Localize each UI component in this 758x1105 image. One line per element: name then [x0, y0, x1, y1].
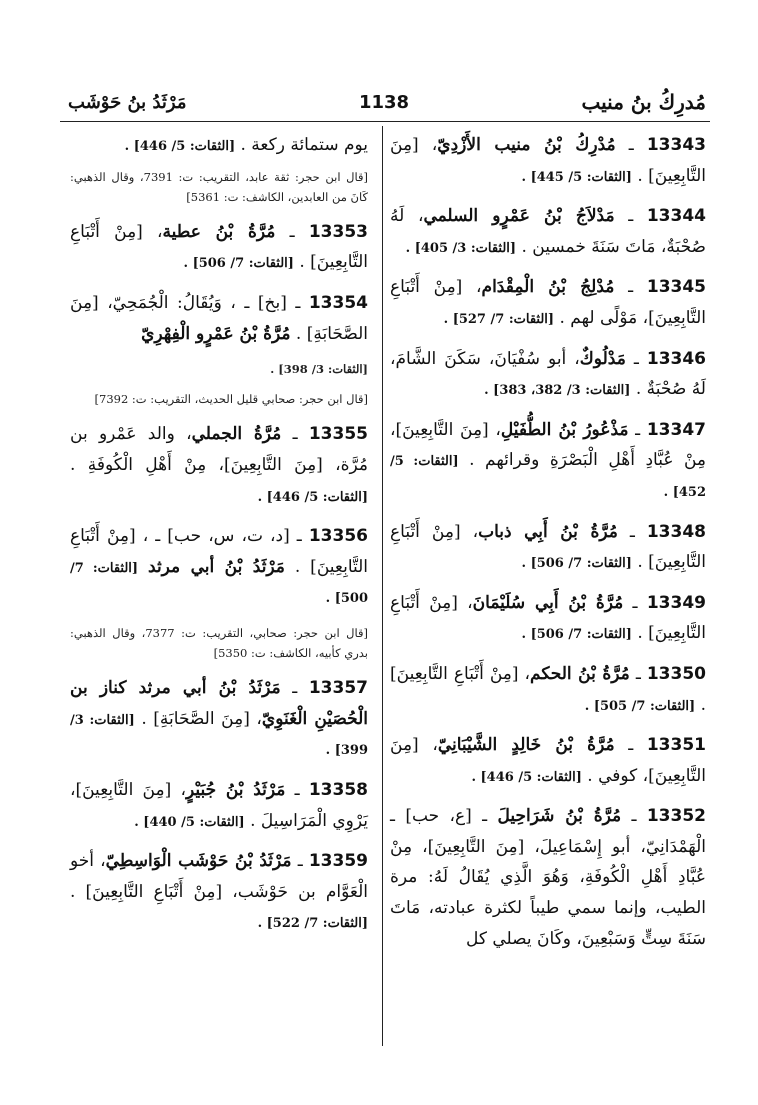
entry: 13350 ـ مُرَّةُ بْنُ الحكم، [مِنْ أَتْبَاعِ التَّابِعِينَ] . [الثقات: 7/ 505] .	[390, 663, 706, 715]
entry-number: 13356	[308, 526, 368, 547]
entry-ref: [الثقات: 7/ 506] .	[521, 556, 632, 572]
entry-name: مَرْثَدُ بْنُ حَوْشَب الْوَاسِطِيّ	[105, 851, 292, 872]
entry-text: ـ [بخ] ـ ، وَيُقَالُ: الْجُمَحِيّ، [مِنَ الصَّحَابَةِ] .	[70, 293, 368, 344]
entry-text: ، [مِنْ أَتْبَاعِ التَّابِعِينَ] .	[390, 663, 706, 715]
entry-ref: [الثقات: 7/ 527] .	[443, 311, 555, 327]
entry-number: 13349	[646, 592, 706, 613]
entry: 13353 ـ مُرَّةُ بْنُ عطية، [مِنْ أَتْبَاعِ التَّابِعِينَ] . [الثقات: 7/ 506] .	[70, 221, 368, 273]
entry-number: 13348	[646, 521, 706, 542]
entry: 13351 ـ مُرَّةُ بْنُ خَالِدٍ الشَّيْبَانِيّ، [مِنَ التَّابِعِينَ]، كوفي . [الثقات: 5/ 446] .	[390, 735, 706, 786]
page-header	[68, 82, 706, 122]
entry-number: 13357	[308, 678, 368, 699]
entry-ref: [الثقات: 5/ 446] .	[471, 769, 582, 785]
entry-number: 13358	[308, 780, 368, 801]
entry-text: ـ [د، ت، س، حب] ـ ، [مِنْ أَتْبَاعِ التَّابِعِينَ] .	[70, 526, 369, 577]
footnote: [قال ابن حجر: صحابي قليل الحديث، التقريب: ت: 7392]	[94, 392, 368, 407]
footnote: [قال ابن حجر: ثقة عابد، التقريب: ت: 7391، وقال الذهبي: كَانَ من العابدين، الكاشف: ت: 5361]	[70, 169, 368, 204]
entry-name: مُرَّةُ بْنُ عطية	[162, 221, 276, 242]
left-column	[70, 130, 368, 948]
entry-text: ، والد عَمْرو بن مُرَّة، [مِنَ التَّابِعِينَ]، مِنْ أَهْلِ الْكُوفَةِ .	[70, 424, 368, 476]
running-head-right: مُدرِكُ بنُ منيب	[581, 90, 706, 114]
column-divider	[382, 126, 383, 1046]
entry-ref: [الثقات: 5/ 446] .	[257, 489, 368, 505]
entry: 13358 ـ مَرْثَدُ بْنُ جُبَيْرٍ، [مِنَ التَّابِعِينَ]، يَرْوِي الْمَرَاسِيلَ . [الثقات: 5/ 440] .	[70, 780, 368, 831]
entry-name: مُرَّةُ بْنُ خَالِدٍ الشَّيْبَانِيّ	[437, 735, 615, 756]
continuation-text: يوم ستمائة ركعة . [الثقات: 5/ 446] .	[124, 135, 368, 155]
entry-text: ، [مِنَ التَّابِعِينَ]، مِنْ عُبَّادِ أَهْلِ الْبَصْرَةِ وقرائهم .	[390, 419, 707, 471]
entry-ref: [الثقات: 7/ 500] .	[70, 560, 368, 607]
page-number: 1138	[358, 91, 410, 113]
header-rule	[60, 121, 710, 122]
entry-number: 13354	[308, 293, 368, 314]
entry-number: 13355	[308, 424, 368, 445]
entry: 13349 ـ مُرَّةُ بْنُ أَبِي سُلَيْمَانَ، [مِنْ أَتْبَاعِ التَّابِعِينَ] . [الثقات: 7/ 506] .	[390, 592, 706, 644]
entry-ref: [الثقات: 3/ 405] .	[405, 240, 517, 256]
entry-ref: [الثقات: 3/ 399] .	[70, 712, 368, 759]
entry-ref: [الثقات: 7/ 522] .	[257, 916, 368, 932]
entry-text: ، [مِنَ التَّابِعِينَ]، كوفي .	[390, 735, 706, 786]
entry	[70, 288, 368, 349]
entry-name: مُدْلِجُ بْنُ الْمِقْدَام	[481, 277, 615, 298]
entry-number: 13344	[646, 206, 706, 227]
entry-name: مُرَّةُ بْنُ الحكم	[530, 663, 630, 684]
entry-ref: [الثقات: 7/ 506] .	[183, 256, 294, 272]
entry-number: 13343	[646, 135, 706, 155]
continuation-ref: [الثقات: 5/ 446] .	[124, 139, 236, 154]
entry-text: ، [مِنْ أَتْبَاعِ التَّابِعِينَ] .	[390, 592, 706, 644]
entry: 13348 ـ مُرَّةُ بْنُ أَبِي ذباب، [مِنْ أَتْبَاعِ التَّابِعِينَ] . [الثقات: 7/ 506] .	[390, 521, 706, 573]
entry-text: ، لَهُ صُحْبَةٌ، مَاتَ سَنَةَ خمسين .	[390, 206, 706, 257]
entry-name: مُرَّةُ بْنُ أَبِي سُلَيْمَانَ	[472, 592, 624, 613]
entry-number: 13351	[646, 735, 706, 756]
entry-text: ، [مِنْ أَتْبَاعِ التَّابِعِينَ] .	[390, 521, 706, 573]
entry-number: 13350	[646, 663, 706, 684]
footnote: [قال ابن حجر: صحابي، التقريب: ت: 7377، وقال الذهبي: بدري كأبيه، الكاشف: ت: 5350]	[70, 626, 368, 661]
entry-name: مَرْثَدُ بْنُ أبي مرثد كناز بن الْحُصَيْنِ الْغَنَوِيّ	[70, 678, 369, 729]
entry-ref: [الثقات: 5/ 440] .	[134, 814, 245, 830]
entry-name: مَدْلاَجُ بْنُ عَمْرٍو السلمي	[423, 206, 615, 227]
entry-ref: [الثقات: 3/ 398] .	[270, 362, 368, 377]
entry: 13359 ـ مَرْثَدُ بْنُ حَوْشَب الْوَاسِطِيّ، أخو الْعَوَّام بن حَوْشَب، [مِنْ أَتْبَاعِ التَّابِعِينَ] . [الثقات: 7/ 522] .	[70, 851, 368, 932]
entry-ref: [الثقات: 7/ 505] .	[584, 698, 696, 714]
entry-number: 13345	[646, 277, 707, 298]
entry-number: 13353	[308, 221, 368, 242]
entry-text: ، [مِنْ أَتْبَاعِ التَّابِعِينَ]، مَوْلًى لهم .	[390, 277, 706, 328]
entry-ref: [الثقات: 7/ 506] .	[521, 627, 632, 643]
entry: 13352 ـ مُرَّةُ بْنُ شَرَاحِيلَ ـ [ع، حب] ـ الْهَمْدَانِيّ، أبو إِسْمَاعِيلَ، [مِنَ التَّابِعِينَ]، مِنْ عُبَّادِ أَهْلِ الْكُوفَةِ، وَهُوَ الَّذِي يُقَالُ لَهُ: مرة الطيب، وإنما سمي طيباً لكثرة عبادته، مَاتَ سَنَةَ سِتٍّ وَسَبْعِينَ، وكَانَ يصلي كل	[390, 806, 706, 949]
entry-name: مَذْعُورُ بْنُ الطُّفَيْلِ	[500, 419, 629, 440]
entry-name: مَرْثَدُ بْنُ جُبَيْرٍ	[185, 780, 286, 801]
entry: 13355 ـ مُرَّةُ الجملي، والد عَمْرو بن مُرَّة، [مِنَ التَّابِعِينَ]، مِنْ أَهْلِ الْكُوفَةِ . [الثقات: 5/ 446] .	[70, 424, 368, 505]
entry	[70, 521, 368, 613]
entry-number: 13347	[646, 419, 706, 440]
entry: 13343 ـ مُدْرِكُ بْنُ منيب الأَزْدِيّ، [مِنَ التَّابِعِينَ] . [الثقات: 5/ 445] .	[390, 135, 706, 186]
entry-text: ، [مِنَ التَّابِعِينَ]، يَرْوِي الْمَرَاسِيلَ .	[70, 780, 368, 831]
entry: 13344 ـ مَدْلاَجُ بْنُ عَمْرٍو السلمي، لَهُ صُحْبَةٌ، مَاتَ سَنَةَ خمسين . [الثقات: 3/ 405] .	[390, 206, 706, 257]
entry-ref: [الثقات: 3/ 382، 383] .	[484, 383, 631, 399]
entry: 13345 ـ مُدْلِجُ بْنُ الْمِقْدَام، [مِنْ أَتْبَاعِ التَّابِعِينَ]، مَوْلًى لهم . [الثقات: 7/ 527] .	[390, 277, 707, 328]
entry-text: ، أبو سُفْيَانَ، سَكَنَ الشَّامَ، لَهُ صُحْبَةٌ .	[390, 348, 706, 400]
entry-text: ـ [ع، حب] ـ الْهَمْدَانِيّ، أبو إِسْمَاعِيلَ، [مِنَ التَّابِعِينَ]، مِنْ عُبَّادِ أَهْلِ الْكُوفَةِ، وَهُوَ الَّذِي يُقَالُ لَهُ: مرة الطيب، وإنما سمي طيباً لكثرة عبادته، مَاتَ سَنَةَ سِتٍّ وَسَبْعِينَ، وكَانَ يصلي كل	[390, 806, 706, 949]
entry-text: ، [مِنَ التَّابِعِينَ] .	[390, 135, 706, 186]
entry-number: 13359	[308, 851, 368, 872]
entry-text: ، [مِنَ الصَّحَابَةِ] .	[141, 708, 262, 729]
right-column	[390, 130, 706, 964]
entry-number: 13346	[646, 348, 707, 369]
entry-ref: [الثقات: 5/ 452] .	[390, 454, 706, 500]
entry: 13357 ـ مَرْثَدُ بْنُ أبي مرثد كناز بن الْحُصَيْنِ الْغَنَوِيّ، [مِنَ الصَّحَابَةِ] . [الثقات: 3/ 399] .	[70, 678, 369, 759]
entry-name: مُرَّةُ الجملي	[191, 424, 282, 445]
entry-ref: [الثقات: 5/ 445] .	[521, 169, 632, 185]
entry-name: مُرَّةُ بْنُ شَرَاحِيلَ	[497, 806, 622, 827]
entry-number: 13352	[646, 806, 706, 827]
entry-text: ، [مِنْ أَتْبَاعِ التَّابِعِينَ] .	[70, 221, 368, 273]
entry-text: ، أخو الْعَوَّام بن حَوْشَب، [مِنْ أَتْبَاعِ التَّابِعِينَ] .	[70, 851, 368, 902]
entry-name: مُدْرِكُ بْنُ منيب الأَزْدِيّ	[437, 135, 616, 155]
entry-name: مَدْلُوكٌ	[579, 348, 626, 369]
entry: 13346 ـ مَدْلُوكٌ، أبو سُفْيَانَ، سَكَنَ الشَّامَ، لَهُ صُحْبَةٌ . [الثقات: 3/ 382، 383] .	[390, 348, 707, 400]
running-head-left: مَرْثَدُ بنُ حَوْشَب	[68, 91, 187, 113]
entry-name: مُرَّةُ بْنُ أَبِي ذباب	[478, 521, 618, 542]
entry: 13347 ـ مَذْعُورُ بْنُ الطُّفَيْلِ، [مِنَ التَّابِعِينَ]، مِنْ عُبَّادِ أَهْلِ الْبَصْرَةِ وقرائهم . [الثقات: 5/ 452] .	[390, 419, 707, 500]
entry-name: مُرَّةُ بْنُ عَمْرٍو الْفِهْرِيّ	[141, 323, 291, 344]
entry-name: مَرْثَدُ بْنُ أبي مرثد	[148, 556, 285, 577]
